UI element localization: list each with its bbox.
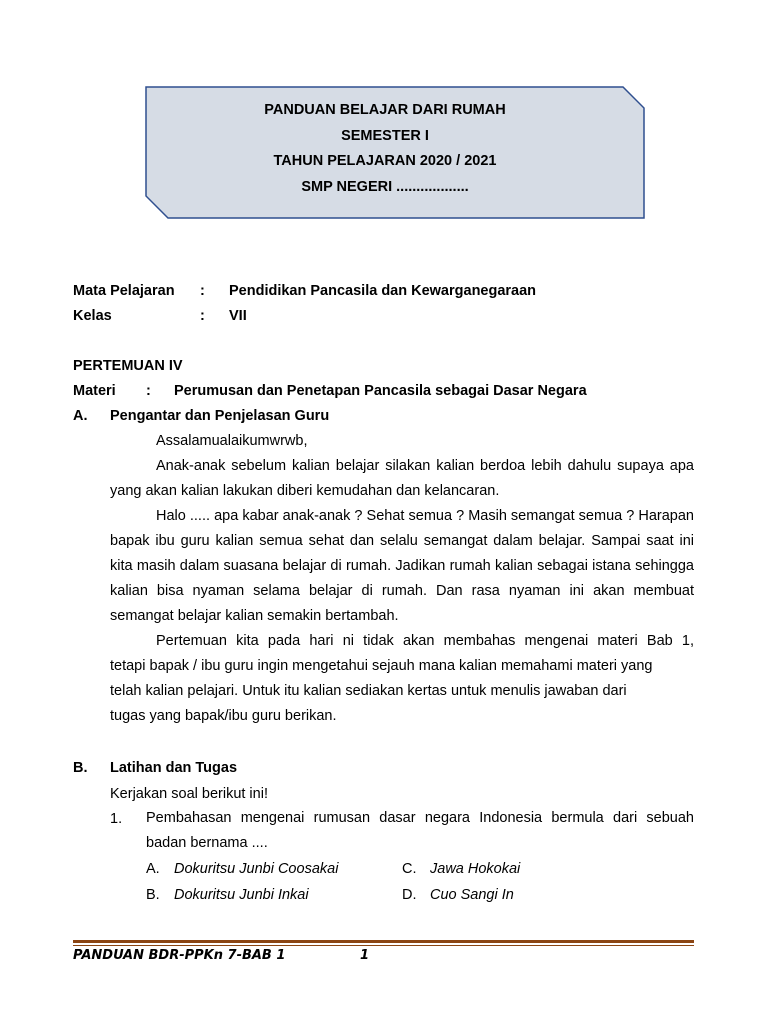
- footer-label: PANDUAN BDR-PPKn 7-BAB 1: [73, 948, 286, 963]
- banner-line-3: TAHUN PELAJARAN 2020 / 2021: [273, 153, 497, 169]
- subject-colon: :: [200, 283, 205, 299]
- option-a-text: Dokuritsu Junbi Coosakai: [174, 861, 339, 877]
- paragraph-3: [110, 629, 694, 729]
- option-b-letter: B.: [146, 887, 160, 903]
- section-b-letter: B.: [73, 760, 88, 776]
- materi-colon: :: [146, 383, 151, 399]
- paragraph-1: Anak-anak sebelum kalian belajar silakan kalian berdoa lebih dahulu supaya apa yang akan kalian lakukan diberi kemudahan dan kelancaran.: [110, 458, 694, 499]
- section-a-title: Pengantar dan Penjelasan Guru: [110, 408, 330, 424]
- option-a-letter: A.: [146, 861, 160, 877]
- section-a-letter: A.: [73, 408, 88, 424]
- class-value: VII: [229, 308, 247, 324]
- paragraph-3-line-2: tetapi bapak / ibu guru ingin mengetahui sejauh mana kalian memahami materi yang: [110, 658, 653, 674]
- option-b: [146, 887, 309, 903]
- greeting-text: Assalamualaikumwrwb,: [156, 433, 308, 449]
- class-label: Kelas: [73, 308, 112, 324]
- option-a: [146, 861, 339, 877]
- class-colon: :: [200, 308, 205, 324]
- subject-value: Pendidikan Pancasila dan Kewarganegaraan: [229, 283, 537, 299]
- footer-rule-thick: [73, 940, 694, 943]
- materi-value: Perumusan dan Penetapan Pancasila sebagai Dasar Negara: [174, 383, 587, 399]
- subject-label: Mata Pelajaran: [73, 283, 175, 299]
- banner-title-block: [145, 98, 625, 200]
- footer-rule-thin: [73, 945, 694, 946]
- option-c: [402, 861, 521, 877]
- option-d-text: Cuo Sangi In: [430, 887, 514, 903]
- option-d-letter: D.: [402, 887, 417, 903]
- option-c-text: Jawa Hokokai: [430, 861, 521, 877]
- paragraph-2: Halo ..... apa kabar anak-anak ? Sehat semua ? Masih semangat semua ? Harapan bapak ibu guru kalian semua sehat dan selalu semangat dalam belajar. Sampai saat ini kita masih dalam suasana belajar di rumah. Jadikan rumah kalian sebagai istana sehingga kalian bisa nyaman selama belajar di rumah. Dan rasa nyaman ini akan membuat semangat belajar kalian semakin bertambah.: [110, 508, 694, 624]
- footer-page-number: 1: [360, 948, 370, 963]
- meeting-title: PERTEMUAN IV: [73, 358, 183, 374]
- option-d: [402, 887, 514, 903]
- banner-line-1: PANDUAN BELAJAR DARI RUMAH: [264, 102, 506, 118]
- paragraph-3-line-4: tugas yang bapak/ibu guru berikan.: [110, 708, 337, 724]
- materi-label: Materi: [73, 383, 116, 399]
- option-b-text: Dokuritsu Junbi Inkai: [174, 887, 309, 903]
- option-c-letter: C.: [402, 861, 417, 877]
- banner-line-2: SEMESTER I: [341, 127, 429, 144]
- paragraph-3-line-3: telah kalian pelajari. Untuk itu kalian sediakan kertas untuk menulis jawaban dari: [110, 683, 627, 699]
- header-banner: [145, 86, 646, 219]
- question-1-number: 1.: [110, 811, 123, 827]
- paragraph-3-line-1: Pertemuan kita pada hari ni tidak akan membahas mengenai materi Bab 1,: [156, 633, 694, 649]
- instruction-text: Kerjakan soal berikut ini!: [110, 786, 268, 802]
- question-1-text: Pembahasan mengenai rumusan dasar negara Indonesia bermula dari sebuah badan bernama ....: [146, 810, 694, 851]
- banner-line-4: SMP NEGERI ..................: [301, 178, 469, 195]
- section-b-title: Latihan dan Tugas: [110, 760, 238, 776]
